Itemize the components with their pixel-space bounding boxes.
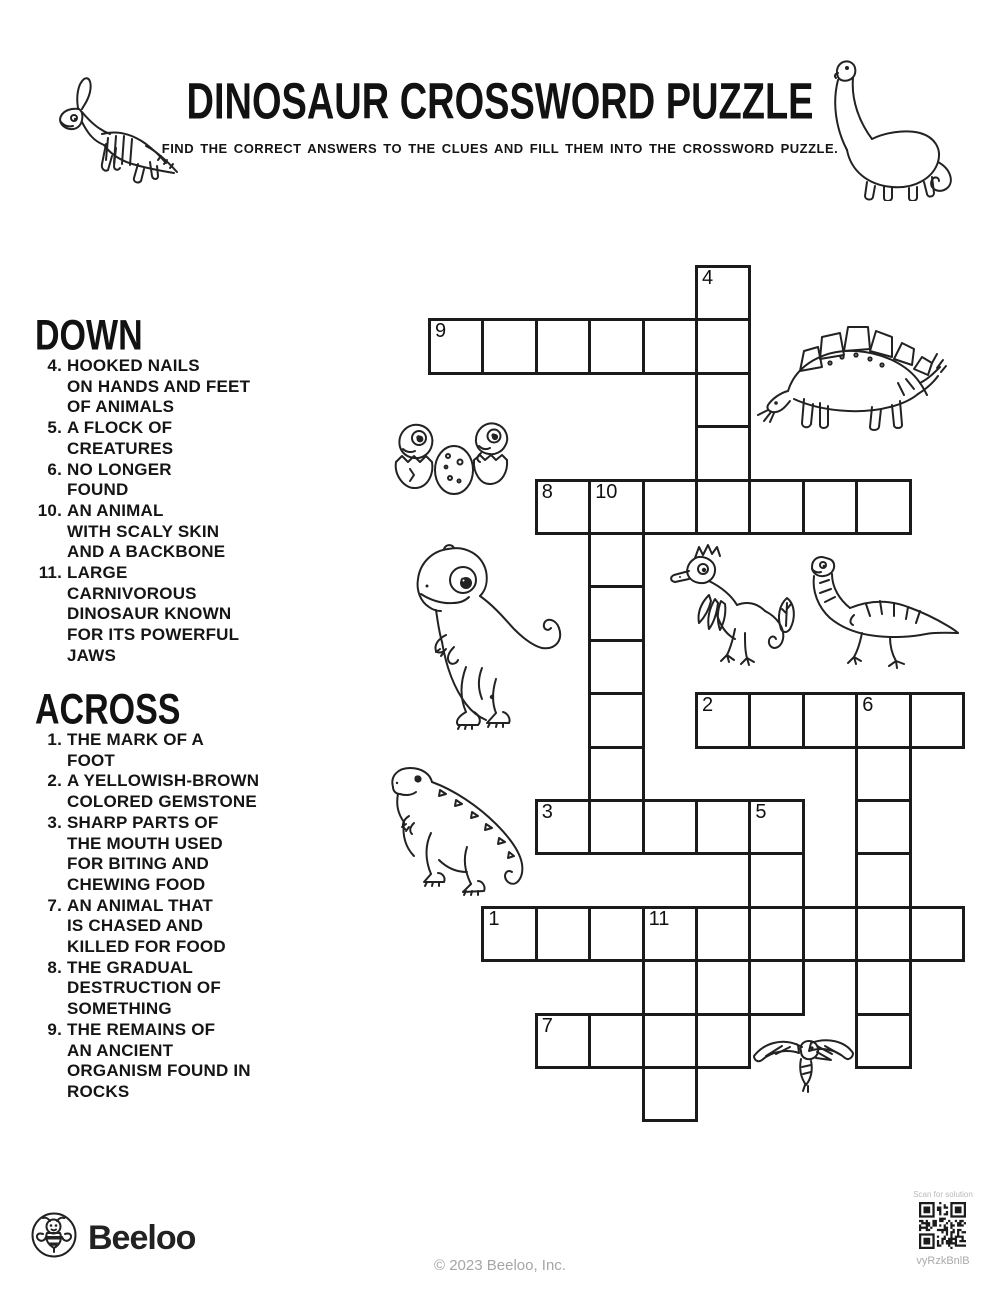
grid-cell[interactable] [695,692,751,748]
grid-cell[interactable] [695,1013,751,1069]
cell-number: 11 [648,907,670,930]
clue-text: HOOKED NAILS ON HANDS AND FEET OF ANIMALS [67,356,251,417]
brachiosaurus-illustration [814,55,960,201]
down-clue-list [22,356,342,667]
qr-code [919,1202,966,1249]
parasaurolophus-illustration [46,72,182,184]
clue-item [22,730,342,771]
grid-cell[interactable] [535,1013,591,1069]
grid-cell[interactable] [748,692,804,748]
grid-cell[interactable] [695,372,751,428]
grid-cell[interactable] [802,692,858,748]
cell-number: 1 [488,907,500,930]
grid-cell[interactable] [535,479,591,535]
clue-number: 2. [47,771,62,791]
grid-cell[interactable] [855,479,911,535]
grid-cell[interactable] [909,906,965,962]
grid-cell[interactable] [695,799,751,855]
grid-cell[interactable] [748,959,804,1015]
grid-cell[interactable] [909,692,965,748]
t-rex-illustration [386,537,566,731]
clue-item [22,460,342,501]
grid-cell[interactable] [642,1066,698,1122]
grid-cell[interactable] [535,906,591,962]
clue-text: A FLOCK OF CREATURES [67,418,174,458]
grid-cell[interactable] [428,318,484,374]
cell-number: 9 [435,320,447,343]
across-clue-list [22,730,342,1103]
hatchlings-with-egg-illustration [386,411,522,504]
clue-text: AN ANIMAL WITH SCALY SKIN AND A BACKBONE [67,500,226,562]
cell-number: 2 [702,694,714,717]
clue-text: THE GRADUAL DESTRUCTION OF SOMETHING [67,957,221,1019]
clue-number: 3. [47,812,62,832]
grid-cell[interactable] [695,906,751,962]
grid-cell[interactable] [695,479,751,535]
beeloo-brand-text: Beeloo [88,1219,196,1257]
clue-number: 1. [47,730,62,749]
pterodactyl-illustration [751,1033,857,1095]
grid-cell[interactable] [748,852,804,908]
clue-text: SHARP PARTS OF THE MOUTH USED FOR BITING AND CHEWING FOOD [67,812,223,894]
grid-cell[interactable] [588,746,644,802]
beeloo-logo-icon [30,1211,78,1259]
grid-cell[interactable] [588,692,644,748]
clue-item [22,563,342,667]
grid-cell[interactable] [855,692,911,748]
grid-cell[interactable] [748,479,804,535]
clue-text: AN ANIMAL THAT IS CHASED AND KILLED FOR FOOD [67,895,226,957]
clue-text: NO LONGER FOUND [67,459,172,500]
cell-number: 8 [541,480,553,503]
clue-item [22,1020,342,1103]
clue-item [22,958,342,1020]
grid-cell[interactable] [535,799,591,855]
grid-cell[interactable] [748,799,804,855]
clue-number: 6. [47,459,62,479]
grid-cell[interactable] [642,1013,698,1069]
grid-cell[interactable] [588,585,644,641]
grid-cell[interactable] [748,906,804,962]
grid-cell[interactable] [588,479,644,535]
clue-number: 5. [47,418,62,438]
clue-item [22,356,342,418]
grid-cell[interactable] [802,906,858,962]
copyright-text: © 2023 Beeloo, Inc. [434,1257,566,1274]
grid-cell[interactable] [802,479,858,535]
clue-number: 9. [47,1019,62,1039]
clue-text: A YELLOWISH-BROWN COLORED GEMSTONE [67,771,260,812]
stegosaurus-illustration [756,297,948,437]
qr-caption: Scan for solution [913,1190,973,1199]
page-title: DINOSAUR CROSSWORD PUZZLE [186,74,814,131]
grid-cell[interactable] [855,1013,911,1069]
clue-item [22,813,342,896]
clue-text: THE REMAINS OF AN ANCIENT ORGANISM FOUND IN ROCKS [67,1019,251,1101]
compsognathus-illustration [802,545,963,674]
clue-number: 7. [47,895,62,915]
down-heading: DOWN [35,312,143,360]
grid-cell[interactable] [642,906,698,962]
clue-number: 4. [47,356,62,375]
qr-code-id: vyRzkBnlB [916,1255,970,1267]
cell-number: 4 [702,267,714,289]
clue-number: 11. [38,563,62,583]
grid-cell[interactable] [642,959,698,1015]
clue-number: 8. [47,957,62,977]
grid-cell[interactable] [588,1013,644,1069]
grid-cell[interactable] [481,906,537,962]
grid-cell[interactable] [855,799,911,855]
grid-cell[interactable] [588,639,644,695]
grid-cell[interactable] [588,532,644,588]
grid-cell[interactable] [642,479,698,535]
across-heading: ACROSS [35,686,181,734]
cell-number: 6 [862,694,874,717]
cell-number: 7 [541,1014,553,1037]
cell-number: 3 [541,801,553,823]
grid-cell[interactable] [855,959,911,1015]
grid-cell[interactable] [855,746,911,802]
grid-cell[interactable] [588,799,644,855]
grid-cell[interactable] [695,318,751,374]
grid-cell[interactable] [695,425,751,481]
grid-cell[interactable] [642,799,698,855]
clue-number: 10. [37,500,62,520]
young-t-rex-illustration [382,760,533,897]
grid-cell[interactable] [855,906,911,962]
clue-text: LARGE CARNIVOROUS DINOSAUR KNOWN FOR ITS POWERFUL JAWS [67,563,240,665]
cell-number: 10 [595,480,618,503]
grid-cell[interactable] [535,318,591,374]
grid-cell[interactable] [642,318,698,374]
grid-cell[interactable] [588,318,644,374]
grid-cell[interactable] [855,852,911,908]
grid-cell[interactable] [588,906,644,962]
clue-item [22,771,342,812]
clue-item [22,501,342,563]
clue-item [22,896,342,958]
grid-cell[interactable] [481,318,537,374]
clue-item [22,418,342,459]
velociraptor-illustration [647,541,800,677]
clue-text: THE MARK OF A FOOT [67,730,205,770]
grid-cell[interactable] [695,265,751,321]
cell-number: 5 [755,801,767,823]
page-subtitle: FIND THE CORRECT ANSWERS TO THE CLUES AND FILL THEM INTO THE CROSSWORD PUZZLE. [161,141,839,156]
